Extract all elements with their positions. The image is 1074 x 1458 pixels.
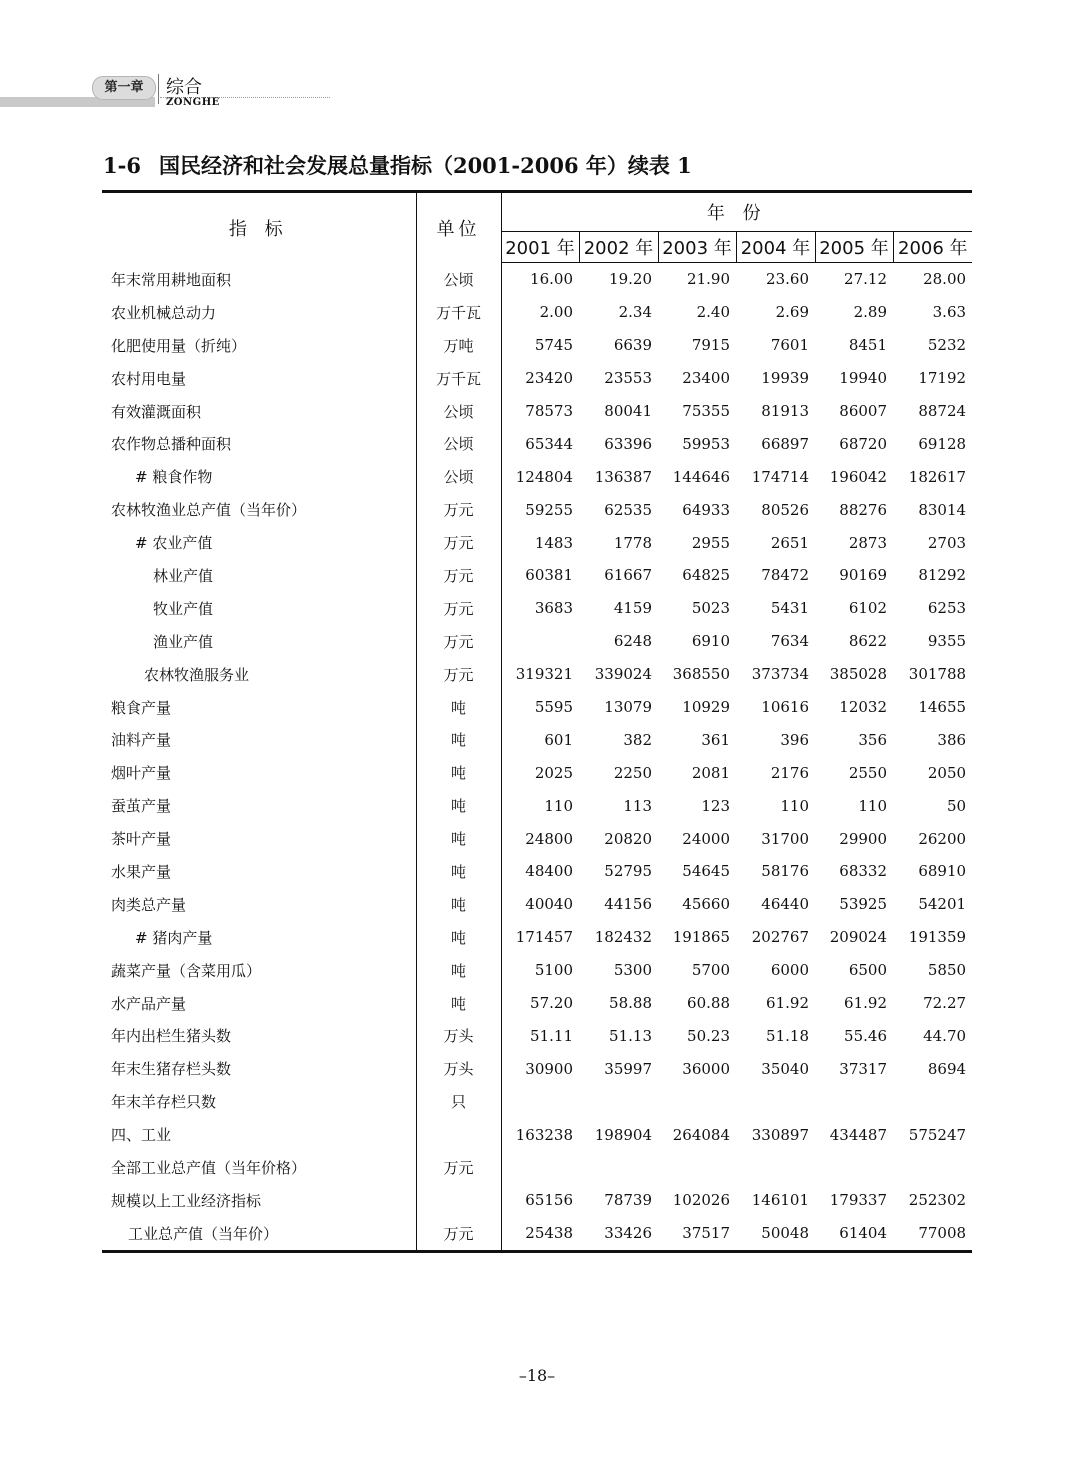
value-cell: 81913 xyxy=(761,402,809,420)
value-cell: 171457 xyxy=(515,928,573,947)
table-row xyxy=(102,855,972,888)
indicator-cell: 农林牧渔业总产值（当年价） xyxy=(102,493,416,526)
value-cell: 13079 xyxy=(604,698,652,717)
value-cell: 17192 xyxy=(918,369,967,388)
unit-cell: 万吨 xyxy=(416,329,501,362)
year-header: 2006 年 xyxy=(893,232,972,263)
value-cell: 3.63 xyxy=(932,303,967,322)
value-cell: 80041 xyxy=(604,402,652,420)
indicator-cell: 化肥使用量（折纯） xyxy=(102,329,416,362)
indicator-cell: 粮食产量 xyxy=(102,691,416,724)
value-cell: 8451 xyxy=(848,336,887,355)
table-row xyxy=(102,1052,972,1085)
value-cell: 575247 xyxy=(908,1125,967,1144)
value-cell: 5745 xyxy=(534,336,573,355)
unit-cell: 万元 xyxy=(416,658,501,691)
unit-cell: 万元 xyxy=(416,526,501,559)
value-cell: 51.13 xyxy=(609,1026,652,1045)
value-cell: 50.23 xyxy=(687,1026,730,1045)
value-cell: 146101 xyxy=(751,1191,809,1210)
value-cell: 5300 xyxy=(613,961,652,980)
unit-cell: 万千瓦 xyxy=(416,362,501,395)
table-title-text: 国民经济和社会发展总量指标（2001-2006 年）续表 1 xyxy=(158,153,692,178)
value-cell: 330897 xyxy=(751,1125,809,1144)
value-cell: 2025 xyxy=(534,763,573,782)
value-cell: 35997 xyxy=(604,1059,652,1078)
value-cell: 80526 xyxy=(761,500,809,519)
value-cell: 3683 xyxy=(534,599,573,618)
value-cell: 196042 xyxy=(829,467,887,486)
value-cell: 24000 xyxy=(682,829,730,848)
table-row xyxy=(102,921,972,954)
value-cell: 9355 xyxy=(927,632,967,651)
table-row xyxy=(102,460,972,493)
value-cell: 55.46 xyxy=(844,1026,887,1045)
value-cell: 264084 xyxy=(672,1125,730,1144)
value-cell: 6500 xyxy=(848,961,887,980)
table-number: 1-6 xyxy=(103,153,141,178)
value-cell: 31700 xyxy=(761,829,809,848)
unit-cell xyxy=(416,1184,501,1217)
value-cell: 37317 xyxy=(839,1059,887,1078)
year-header: 2005 年 xyxy=(815,232,893,263)
value-cell: 83014 xyxy=(918,500,967,519)
value-cell: 50 xyxy=(946,796,967,815)
table-row xyxy=(102,263,972,296)
unit-cell: 万元 xyxy=(416,1151,501,1184)
indicator-cell: 水果产量 xyxy=(102,855,416,888)
value-cell: 382 xyxy=(623,730,652,749)
value-cell: 58176 xyxy=(761,862,809,881)
value-cell xyxy=(501,625,579,658)
value-cell: 6639 xyxy=(613,336,652,355)
unit-cell: 公顷 xyxy=(416,263,501,296)
value-cell: 16.00 xyxy=(530,270,573,289)
value-cell: 396 xyxy=(780,730,809,749)
value-cell: 2176 xyxy=(770,763,809,782)
value-cell: 54645 xyxy=(682,862,730,881)
table-row xyxy=(102,559,972,592)
value-cell: 2.40 xyxy=(696,303,730,322)
value-cell: 57.20 xyxy=(530,994,573,1013)
indicator-cell: 四、工业 xyxy=(102,1118,416,1151)
value-cell: 63396 xyxy=(604,434,652,453)
value-cell xyxy=(579,1085,658,1118)
table-row xyxy=(102,888,972,921)
table-row xyxy=(102,1184,972,1217)
value-cell: 60.88 xyxy=(687,994,730,1013)
value-cell xyxy=(815,1151,893,1184)
table-row xyxy=(102,691,972,724)
unit-cell: 万元 xyxy=(416,1217,501,1251)
value-cell: 7915 xyxy=(691,336,730,355)
unit-cell: 万头 xyxy=(416,1019,501,1052)
value-cell: 61667 xyxy=(604,566,652,585)
value-cell: 110 xyxy=(544,796,573,815)
value-cell xyxy=(658,1151,736,1184)
value-cell: 6910 xyxy=(691,632,730,651)
indicator-cell: 农村用电量 xyxy=(102,362,416,395)
value-cell: 434487 xyxy=(829,1125,887,1144)
header-separator xyxy=(158,74,159,104)
value-cell: 144646 xyxy=(672,467,730,486)
value-cell: 386 xyxy=(937,730,967,749)
indicator-cell: 茶叶产量 xyxy=(102,822,416,855)
value-cell: 6102 xyxy=(848,599,887,618)
unit-cell: 公顷 xyxy=(416,427,501,460)
value-cell: 88276 xyxy=(839,500,887,519)
value-cell: 78739 xyxy=(604,1191,652,1210)
value-cell: 44156 xyxy=(604,895,652,914)
value-cell: 110 xyxy=(858,796,887,815)
indicator-cell: 有效灌溉面积 xyxy=(102,395,416,428)
value-cell: 59953 xyxy=(682,434,730,453)
value-cell: 2.89 xyxy=(853,303,887,322)
year-header: 2003 年 xyxy=(658,232,736,263)
value-cell: 356 xyxy=(858,730,887,749)
value-cell: 23420 xyxy=(525,369,573,388)
unit-cell: 吨 xyxy=(416,954,501,987)
value-cell: 5023 xyxy=(691,599,730,618)
unit-cell: 万元 xyxy=(416,625,501,658)
value-cell: 52795 xyxy=(604,862,652,881)
value-cell xyxy=(658,1085,736,1118)
unit-cell: 万千瓦 xyxy=(416,296,501,329)
indicator-cell: 全部工业总产值（当年价格） xyxy=(102,1151,416,1184)
indicator-cell: 林业产值 xyxy=(102,559,416,592)
indicator-cell: 油料产量 xyxy=(102,723,416,756)
table-row xyxy=(102,822,972,855)
indicator-cell: 肉类总产量 xyxy=(102,888,416,921)
indicator-cell: 规模以上工业经济指标 xyxy=(102,1184,416,1217)
value-cell: 68720 xyxy=(839,434,887,453)
table-row xyxy=(102,1217,972,1251)
value-cell: 373734 xyxy=(751,665,809,684)
value-cell: 65156 xyxy=(525,1191,573,1210)
value-cell: 136387 xyxy=(594,467,652,486)
value-cell: 385028 xyxy=(829,665,887,684)
value-cell: 5595 xyxy=(534,698,573,717)
unit-cell: 万头 xyxy=(416,1052,501,1085)
value-cell: 339024 xyxy=(594,665,652,684)
value-cell: 4159 xyxy=(613,599,652,618)
table-row xyxy=(102,987,972,1020)
value-cell: 124804 xyxy=(515,467,573,486)
value-cell: 198904 xyxy=(594,1125,652,1144)
value-cell: 191865 xyxy=(672,928,730,947)
value-cell: 12032 xyxy=(839,698,887,717)
value-cell: 191359 xyxy=(908,928,967,947)
value-cell: 78472 xyxy=(761,566,809,585)
table-row xyxy=(102,1151,972,1184)
value-cell: 7601 xyxy=(770,336,809,355)
value-cell: 51.11 xyxy=(530,1026,573,1045)
indicator-cell: # 粮食作物 xyxy=(102,460,416,493)
value-cell: 44.70 xyxy=(923,1026,967,1045)
indicator-column-header: 指 标 xyxy=(102,192,416,263)
unit-cell: 吨 xyxy=(416,691,501,724)
indicator-cell: 农作物总播种面积 xyxy=(102,427,416,460)
table-row xyxy=(102,756,972,789)
year-header: 2001 年 xyxy=(501,232,579,263)
unit-cell: 吨 xyxy=(416,822,501,855)
table-row xyxy=(102,1019,972,1052)
value-cell: 2250 xyxy=(613,763,652,782)
value-cell: 209024 xyxy=(829,928,887,947)
page-number: –18– xyxy=(518,1366,556,1385)
value-cell: 5431 xyxy=(770,599,809,618)
unit-cell: 公顷 xyxy=(416,460,501,493)
value-cell: 66897 xyxy=(761,434,809,453)
value-cell: 35040 xyxy=(761,1059,809,1078)
value-cell: 19940 xyxy=(839,369,887,388)
indicator-cell: 农林牧渔服务业 xyxy=(102,658,416,691)
table-row xyxy=(102,954,972,987)
value-cell: 54201 xyxy=(918,895,967,914)
indicator-cell: 烟叶产量 xyxy=(102,756,416,789)
value-cell: 179337 xyxy=(829,1191,887,1210)
value-cell: 29900 xyxy=(839,829,887,848)
value-cell: 113 xyxy=(623,796,652,815)
unit-cell: 只 xyxy=(416,1085,501,1118)
value-cell: 36000 xyxy=(682,1059,730,1078)
value-cell: 2.69 xyxy=(775,303,809,322)
unit-cell: 吨 xyxy=(416,888,501,921)
year-header: 2002 年 xyxy=(579,232,658,263)
value-cell: 68910 xyxy=(918,862,967,881)
value-cell: 6248 xyxy=(613,632,652,651)
value-cell xyxy=(579,1151,658,1184)
year-group-header: 年 份 xyxy=(501,192,972,232)
table-row xyxy=(102,362,972,395)
unit-column-header: 单位 xyxy=(416,192,501,263)
value-cell: 202767 xyxy=(751,928,809,947)
value-cell: 33426 xyxy=(579,1217,658,1251)
value-cell: 110 xyxy=(780,796,809,815)
value-cell: 25438 xyxy=(501,1217,579,1251)
table-row xyxy=(102,658,972,691)
unit-cell: 万元 xyxy=(416,592,501,625)
value-cell: 2050 xyxy=(927,763,967,782)
value-cell: 5850 xyxy=(927,961,967,980)
value-cell: 2955 xyxy=(691,533,730,552)
value-cell: 51.18 xyxy=(766,1026,809,1045)
table-row xyxy=(102,625,972,658)
value-cell: 61404 xyxy=(815,1217,893,1251)
value-cell: 60381 xyxy=(525,566,573,585)
value-cell: 8694 xyxy=(927,1059,967,1078)
value-cell xyxy=(893,1151,972,1184)
value-cell: 1483 xyxy=(534,533,573,552)
table-title xyxy=(103,150,692,180)
indicator-cell: 年末常用耕地面积 xyxy=(102,263,416,296)
value-cell: 81292 xyxy=(918,566,967,585)
unit-cell: 吨 xyxy=(416,855,501,888)
value-cell: 64933 xyxy=(682,500,730,519)
value-cell: 14655 xyxy=(918,698,967,717)
value-cell: 6000 xyxy=(770,961,809,980)
value-cell: 2873 xyxy=(848,533,887,552)
table-row xyxy=(102,296,972,329)
value-cell: 50048 xyxy=(736,1217,815,1251)
value-cell xyxy=(501,1151,579,1184)
value-cell: 27.12 xyxy=(844,270,887,289)
indicator-cell: 蚕茧产量 xyxy=(102,789,416,822)
table-row xyxy=(102,592,972,625)
indicator-cell: 年末羊存栏只数 xyxy=(102,1085,416,1118)
value-cell: 2.34 xyxy=(618,303,652,322)
value-cell: 19.20 xyxy=(609,270,652,289)
value-cell: 65344 xyxy=(525,434,573,453)
value-cell: 23400 xyxy=(682,369,730,388)
value-cell xyxy=(736,1151,815,1184)
value-cell: 61.92 xyxy=(766,994,809,1013)
value-cell: 2703 xyxy=(927,533,967,552)
value-cell: 123 xyxy=(701,796,730,815)
chapter-label: 第一章 xyxy=(92,76,156,100)
value-cell: 68332 xyxy=(839,862,887,881)
value-cell: 26200 xyxy=(918,829,967,848)
value-cell: 30900 xyxy=(525,1059,573,1078)
value-cell: 2651 xyxy=(770,533,809,552)
value-cell: 59255 xyxy=(525,500,573,519)
value-cell: 88724 xyxy=(918,402,967,420)
unit-cell: 吨 xyxy=(416,987,501,1020)
value-cell: 5100 xyxy=(534,961,573,980)
value-cell xyxy=(736,1085,815,1118)
unit-cell: 吨 xyxy=(416,723,501,756)
value-cell: 174714 xyxy=(751,467,809,486)
value-cell: 163238 xyxy=(515,1125,573,1144)
value-cell: 5700 xyxy=(691,961,730,980)
unit-cell: 万元 xyxy=(416,559,501,592)
value-cell: 301788 xyxy=(908,665,967,684)
table-row xyxy=(102,1118,972,1151)
value-cell: 86007 xyxy=(839,402,887,420)
value-cell: 90169 xyxy=(839,566,887,585)
indicator-cell: 牧业产值 xyxy=(102,592,416,625)
value-cell: 23553 xyxy=(604,369,652,388)
chapter-title: 综合 xyxy=(166,77,202,98)
value-cell: 53925 xyxy=(839,895,887,914)
value-cell: 361 xyxy=(701,730,730,749)
statistics-table xyxy=(102,190,972,1253)
unit-cell xyxy=(416,1118,501,1151)
value-cell: 8622 xyxy=(848,632,887,651)
value-cell: 21.90 xyxy=(687,270,730,289)
value-cell: 319321 xyxy=(515,665,573,684)
value-cell: 78573 xyxy=(525,402,573,420)
value-cell: 20820 xyxy=(604,829,652,848)
value-cell: 601 xyxy=(544,730,573,749)
value-cell: 46440 xyxy=(761,895,809,914)
indicator-cell: # 农业产值 xyxy=(102,526,416,559)
value-cell: 72.27 xyxy=(923,994,967,1013)
value-cell: 368550 xyxy=(672,665,730,684)
value-cell: 2550 xyxy=(848,763,887,782)
indicator-cell: 渔业产值 xyxy=(102,625,416,658)
table-row xyxy=(102,723,972,756)
table-row xyxy=(102,329,972,362)
value-cell: 102026 xyxy=(672,1191,730,1210)
value-cell: 40040 xyxy=(525,895,573,914)
value-cell: 75355 xyxy=(682,402,730,420)
table-row xyxy=(102,789,972,822)
value-cell: 77008 xyxy=(893,1217,972,1251)
value-cell: 58.88 xyxy=(609,994,652,1013)
value-cell xyxy=(815,1085,893,1118)
value-cell: 5232 xyxy=(927,336,967,355)
unit-cell: 吨 xyxy=(416,921,501,954)
indicator-cell: 蔬菜产量（含菜用瓜） xyxy=(102,954,416,987)
value-cell xyxy=(893,1085,972,1118)
value-cell: 69128 xyxy=(918,434,967,453)
value-cell: 7634 xyxy=(770,632,809,651)
table-row xyxy=(102,1085,972,1118)
unit-cell: 吨 xyxy=(416,756,501,789)
indicator-cell: 年内出栏生猪头数 xyxy=(102,1019,416,1052)
value-cell: 182617 xyxy=(908,467,967,486)
value-cell: 1778 xyxy=(613,533,652,552)
year-header: 2004 年 xyxy=(736,232,815,263)
value-cell: 28.00 xyxy=(923,270,967,289)
unit-cell: 公顷 xyxy=(416,395,501,428)
value-cell: 10929 xyxy=(682,698,730,717)
value-cell: 24800 xyxy=(525,829,573,848)
chapter-pinyin: ZONGHE xyxy=(166,97,220,108)
value-cell: 45660 xyxy=(682,895,730,914)
value-cell: 2.00 xyxy=(539,303,573,322)
value-cell: 252302 xyxy=(908,1191,967,1210)
unit-cell: 吨 xyxy=(416,789,501,822)
value-cell xyxy=(501,1085,579,1118)
indicator-cell: 工业总产值（当年价） xyxy=(102,1217,416,1251)
indicator-cell: 水产品产量 xyxy=(102,987,416,1020)
table-row xyxy=(102,395,972,428)
value-cell: 2081 xyxy=(691,763,730,782)
value-cell: 64825 xyxy=(682,566,730,585)
table-row xyxy=(102,526,972,559)
table-row xyxy=(102,493,972,526)
indicator-cell: # 猪肉产量 xyxy=(102,921,416,954)
indicator-cell: 农业机械总动力 xyxy=(102,296,416,329)
value-cell: 37517 xyxy=(658,1217,736,1251)
value-cell: 23.60 xyxy=(766,270,809,289)
value-cell: 10616 xyxy=(761,698,809,717)
value-cell: 182432 xyxy=(594,928,652,947)
unit-cell: 万元 xyxy=(416,493,501,526)
table-row xyxy=(102,427,972,460)
value-cell: 48400 xyxy=(525,862,573,881)
value-cell: 6253 xyxy=(927,599,967,618)
value-cell: 19939 xyxy=(761,369,809,388)
value-cell: 61.92 xyxy=(844,994,887,1013)
value-cell: 62535 xyxy=(604,500,652,519)
indicator-cell: 年末生猪存栏头数 xyxy=(102,1052,416,1085)
